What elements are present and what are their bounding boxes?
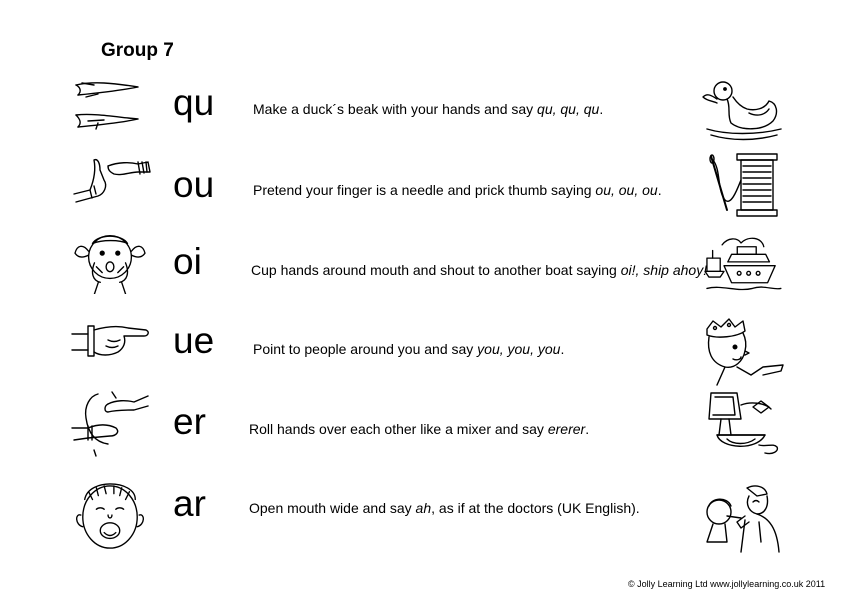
doctor-child-icon [697,482,787,554]
sound-letters: er [173,401,206,442]
list-item [0,224,868,304]
page-title: Group 7 [101,40,174,61]
instruction-text: Open mouth wide and say ah, as if at the doctors (UK English). [249,500,640,516]
sound-letters: oi [173,241,202,282]
rolling-hands-icon [68,388,152,458]
instruction-text: Cup hands around mouth and shout to another boat saying oi!, ship ahoy! [251,262,708,278]
list-item [0,150,868,230]
sound-letters: qu [173,82,215,123]
finger-prick-thumb-icon [68,150,152,220]
instruction-text: Point to people around you and say you, you, you. [253,341,565,357]
needle-thread-icon [697,150,787,222]
sound-letters: ue [173,320,215,361]
instruction-text: Roll hands over each other like a mixer and say ererer. [249,421,590,437]
sound-letters: ar [173,483,206,524]
boy-open-mouth-icon [68,482,152,552]
duck-icon [697,73,787,145]
sound-letters: ou [173,164,215,205]
duck-beak-hands-icon [68,73,152,143]
girl-shouting-icon [68,224,152,294]
ships-icon [697,224,787,296]
list-item [0,316,868,396]
instruction-text: Pretend your finger is a needle and prick thumb saying ou, ou, ou. [253,182,662,198]
footer-copyright: © Jolly Learning Ltd www.jollylearning.co.uk 2011 [628,579,826,589]
list-item [0,388,868,468]
list-item [0,73,868,153]
instruction-text: Make a duck´s beak with your hands and say qu, qu, qu. [253,101,604,117]
pointing-hand-icon [68,316,152,386]
mixer-bowl-icon [697,388,787,460]
list-item [0,482,868,562]
pointing-boy-icon [697,316,787,388]
